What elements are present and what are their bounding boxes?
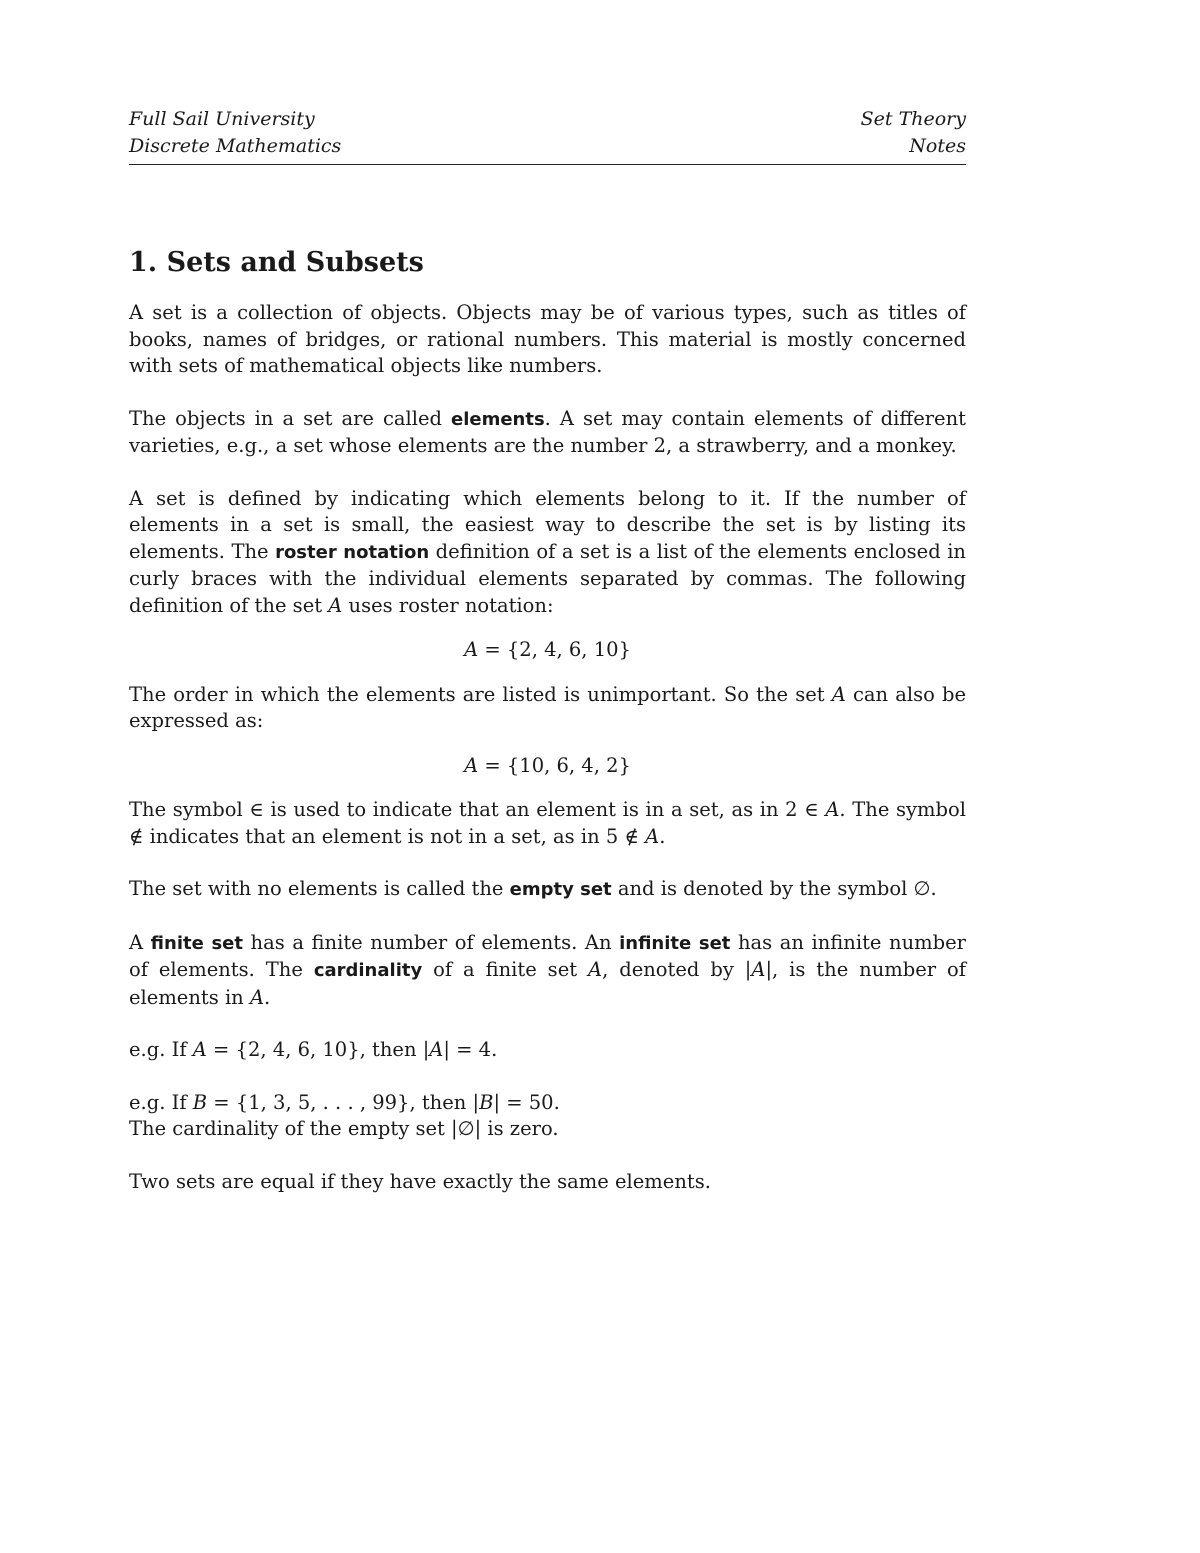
header-topic: Set Theory	[860, 108, 966, 130]
section-title: 1. Sets and Subsets	[129, 247, 424, 278]
example-cardinality-b: e.g. If B = {1, 3, 5, . . . , 99}, then |B| = 50.	[129, 1090, 560, 1114]
equation-set-a: A = {2, 4, 6, 10}	[464, 638, 631, 661]
paragraph-roster-notation: A set is defined by indicating which elements belong to it. If the number of elements in a set is small, the easiest way to describe the set is by listing its elements. The roster notation definition of a set is a list of the elements enclosed in curly braces with the individual elements separated by commas. The following definition of the set A uses roster notation:	[129, 486, 966, 617]
paragraph-empty-set: The set with no elements is called the empty set and is denoted by the symbol ∅.	[129, 877, 937, 900]
header-university: Full Sail University	[129, 108, 315, 130]
term-infinite-set: infinite set	[619, 932, 731, 954]
paragraph-cardinality: A finite set has a finite number of elements. An infinite set has an infinite number of elements. The cardinality of a finite set A, denoted by |A|, is the number of elements in A.	[129, 930, 967, 1009]
page-header	[129, 106, 966, 165]
term-finite-set: finite set	[150, 932, 243, 954]
term-cardinality: cardinality	[313, 960, 423, 981]
equation-set-a-reordered: A = {10, 6, 4, 2}	[464, 753, 631, 777]
paragraph-empty-cardinality: The cardinality of the empty set |∅| is zero.	[129, 1117, 559, 1140]
paragraph-set-definition: A set is a collection of objects. Objects may be of various types, such as titles of books, names of bridges, or rational numbers. This material is mostly concerned with sets of mathematical objects like numbers.	[129, 301, 966, 377]
paragraph-order: The order in which the elements are listed is unimportant. So the set A can also be expressed as:	[129, 682, 966, 732]
term-empty-set: empty set	[509, 879, 612, 900]
header-course: Discrete Mathematics	[129, 135, 342, 157]
example-cardinality-a: e.g. If A = {2, 4, 6, 10}, then |A| = 4.	[129, 1038, 498, 1061]
paragraph-set-equality: Two sets are equal if they have exactly the same elements.	[129, 1169, 711, 1193]
main-content	[129, 246, 966, 1221]
header-doctype: Notes	[909, 135, 966, 157]
paragraph-membership-symbols: The symbol ∈ is used to indicate that an element is in a set, as in 2 ∈ A. The symbol ∉ indicates that an element is not in a set, as in 5 ∉ A.	[129, 798, 966, 848]
term-elements: elements	[450, 408, 545, 430]
term-roster-notation: roster notation	[275, 541, 430, 563]
paragraph-elements: The objects in a set are called elements. A set may contain elements of different varieties, e.g., a set whose elements are the number 2, a strawberry, and a monkey.	[129, 406, 966, 457]
